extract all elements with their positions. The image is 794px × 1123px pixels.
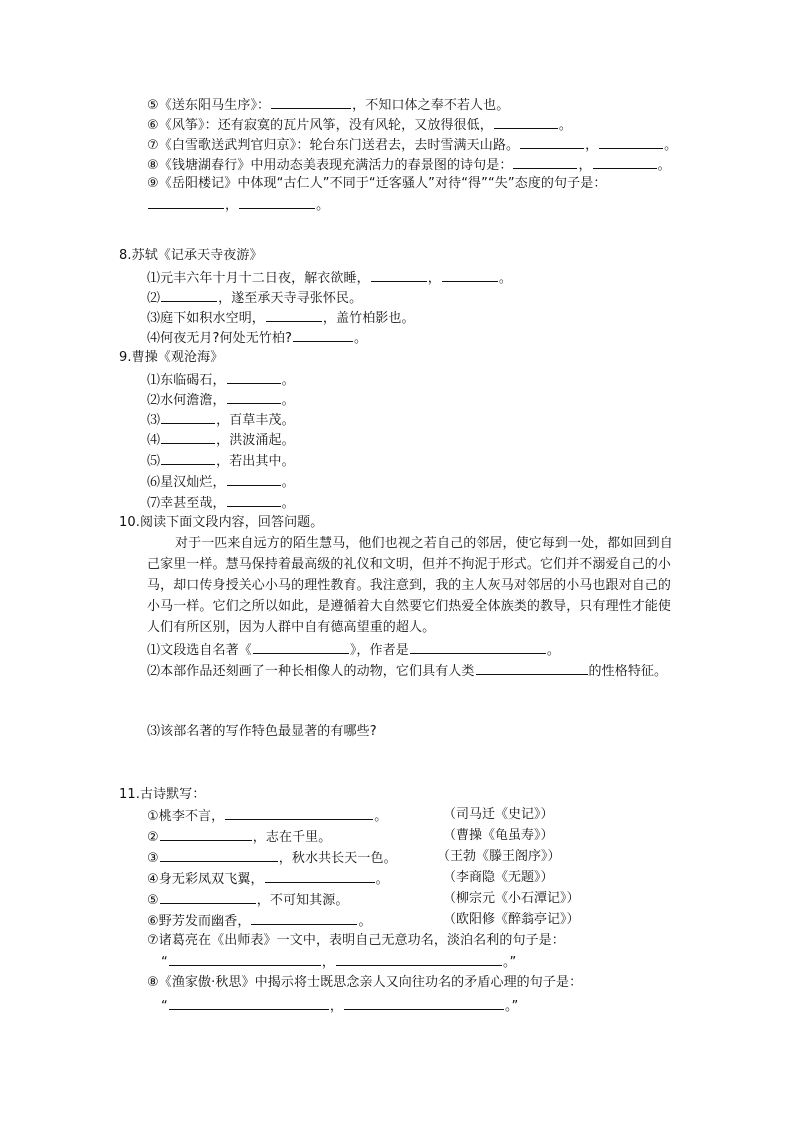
q11-source-5: （柳宗元《小石潭记》）: [443, 891, 580, 906]
item-8-line: ⑧《钱塘湖春行》中用动态美表现充满活力的春景图的诗句是： ， 。: [147, 154, 671, 174]
blank[interactable]: [593, 154, 657, 169]
q10-passage-line-2: 己家里一样。慧马保持着最高级的礼仪和文明，但并不拘泥于形式。它们并不溺爱自己的小: [147, 557, 672, 572]
blank[interactable]: [227, 471, 281, 486]
q11-item-8: ⑧《渔家傲·秋思》中揭示将士既思念亲人又向往功名的矛盾心理的句子是：: [147, 975, 583, 990]
q11-item-8-blanks: “ ， 。”: [161, 995, 518, 1015]
blank[interactable]: [161, 409, 215, 424]
q11-item-7-blanks: “ ， 。”: [161, 951, 516, 971]
q11-item-2: ② ，志在千里。: [147, 826, 331, 846]
blank[interactable]: [442, 267, 498, 282]
q9-item-4: ⑷ ，洪波涌起。: [147, 429, 295, 449]
blank[interactable]: [161, 287, 217, 302]
blank[interactable]: [520, 134, 584, 149]
q11-source-2: （曹操《龟虽寿》）: [443, 828, 554, 843]
q10-sub-3: ⑶该部名著的写作特色最显著的有哪些?: [147, 724, 377, 739]
q10-passage-line-4: 小马一样。它们之所以如此，是遵循着大自然要它们热爱全体族类的教导，只有理性才能使: [147, 599, 672, 614]
blank[interactable]: [160, 826, 252, 841]
q8-item-2: ⑵ ，遂至承天寺寻张怀民。: [147, 287, 362, 307]
q9-item-1: ⑴东临碣石， 。: [147, 369, 295, 389]
blank[interactable]: [225, 805, 373, 820]
q10-sub-2: ⑵本部作品还刻画了一种长相像人的动物，它们具有人类 的性格特征。: [147, 660, 667, 680]
q9-item-6: ⑹星汉灿烂， 。: [147, 471, 295, 491]
blank[interactable]: [251, 910, 357, 925]
q11-source-3: （王勃《滕王阁序》）: [437, 849, 561, 864]
blank[interactable]: [476, 660, 588, 675]
q11-item-7: ⑦诸葛亮在《出师表》一文中，表明自己无意功名，淡泊名利的句子是：: [147, 933, 565, 948]
q9-item-2: ⑵水何澹澹， 。: [147, 389, 295, 409]
q9-item-5: ⑸ ，若出其中。: [147, 450, 295, 470]
item-9-line: ⑨《岳阳楼记》中体现“古仁人”不同于“迁客骚人”对待“得”“失”态度的句子是：: [147, 176, 607, 191]
q10-passage-line-3: 马，却口传身授关心小马的理性教育。我注意到，我的主人灰马对邻居的小马也跟对自己的: [147, 578, 672, 593]
blank[interactable]: [161, 450, 215, 465]
blank[interactable]: [253, 639, 349, 654]
blank[interactable]: [513, 154, 577, 169]
blank[interactable]: [344, 995, 504, 1010]
blank[interactable]: [293, 327, 353, 342]
item-7-line: ⑦《白雪歌送武判官归京》：轮台东门送君去，去时雪满天山路。 ， 。: [147, 134, 677, 154]
q11-title: 11.古诗默写：: [119, 787, 206, 802]
blank[interactable]: [161, 429, 215, 444]
q10-title: 10.阅读下面文段内容，回答问题。: [119, 515, 324, 530]
blank[interactable]: [227, 369, 281, 384]
blank[interactable]: [169, 951, 321, 966]
q8-item-3: ⑶庭下如积水空明， ，盖竹柏影也。: [147, 307, 415, 327]
q8-item-4: ⑷何夜无月?何处无竹柏? 。: [147, 327, 367, 347]
blank[interactable]: [410, 639, 546, 654]
blank[interactable]: [227, 389, 281, 404]
item-6-line: ⑥《风筝》：还有寂寞的瓦片风筝，没有风轮，又放得很低， 。: [147, 114, 572, 134]
blank[interactable]: [148, 194, 224, 209]
blank[interactable]: [265, 868, 375, 883]
q9-item-7: ⑺幸甚至哉， 。: [147, 492, 295, 512]
q11-source-4: （李商隐《无题》）: [443, 870, 554, 885]
blank[interactable]: [336, 951, 502, 966]
blank[interactable]: [371, 267, 427, 282]
blank[interactable]: [271, 94, 351, 109]
q8-item-1: ⑴元丰六年十月十二日夜，解衣欲睡， ， 。: [147, 267, 512, 287]
q10-passage-line-1: 对于一匹来自远方的陌生慧马，他们也视之若自己的邻居，使它每到一处，都如回到自: [175, 536, 673, 551]
blank[interactable]: [239, 194, 315, 209]
blank[interactable]: [169, 995, 329, 1010]
q11-source-1: （司马迁《史记》）: [443, 807, 554, 822]
q9-title: 9.曹操《观沧海》: [119, 350, 224, 365]
item-5-text: ⑤《送东阳马生序》：: [147, 98, 271, 113]
blank[interactable]: [599, 134, 663, 149]
q8-title: 8.苏轼《记承天寺夜游》: [119, 248, 263, 263]
q11-item-1: ①桃李不言， 。: [147, 805, 387, 825]
q10-sub-1: ⑴文段选自名著《 》，作者是 。: [147, 639, 560, 659]
q11-source-6: （欧阳修《醉翁亭记》）: [443, 912, 580, 927]
blank[interactable]: [494, 114, 558, 129]
item-9-blanks: ， 。: [147, 194, 329, 214]
q10-passage-line-5: 人们有所区别，因为人群中自有德高望重的超人。: [147, 620, 436, 635]
blank[interactable]: [160, 847, 278, 862]
q9-item-3: ⑶ ，百草丰茂。: [147, 409, 295, 429]
q11-item-5: ⑤ ，不可知其源。: [147, 889, 348, 909]
q11-item-3: ③ ，秋水共长天一色。: [147, 847, 397, 867]
blank[interactable]: [227, 492, 281, 507]
q11-item-6: ⑥野芳发而幽香， 。: [147, 910, 372, 930]
blank[interactable]: [266, 307, 322, 322]
q11-item-4: ④身无彩凤双飞翼， 。: [147, 868, 389, 888]
item-5-line: ⑤《送东阳马生序》： ，不知口体之奉不若人也。: [147, 94, 509, 114]
blank[interactable]: [160, 889, 256, 904]
